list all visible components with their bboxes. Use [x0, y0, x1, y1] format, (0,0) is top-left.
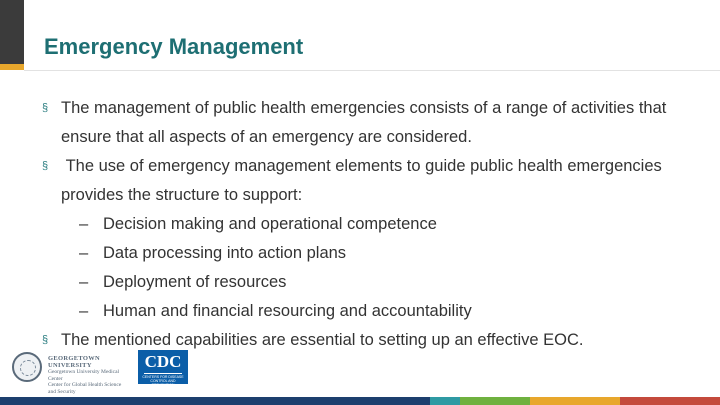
georgetown-line2: Georgetown University Medical Center	[48, 369, 120, 382]
bottom-color-bar	[0, 397, 720, 405]
bullet-item	[41, 94, 701, 152]
bullet-item	[41, 152, 701, 210]
sub-bullet-text: Human and financial resourcing and accountability	[103, 302, 472, 320]
dash-marker-icon: –	[79, 215, 89, 233]
bottom-bar-segment	[460, 397, 530, 405]
sub-bullet-item	[41, 239, 701, 268]
bottom-bar-segment	[430, 397, 460, 405]
georgetown-logo	[12, 352, 126, 395]
cdc-underline	[144, 373, 182, 374]
bullet-marker-icon: §	[42, 160, 49, 172]
bullet-marker-icon: §	[42, 334, 49, 346]
sub-bullet-text: Deployment of resources	[103, 273, 287, 291]
bottom-bar-segment	[0, 397, 200, 405]
sub-bullet-text: Data processing into action plans	[103, 244, 347, 262]
bullet-marker-icon: §	[42, 102, 49, 114]
corner-accent-dark	[0, 0, 24, 64]
bottom-bar-segment	[200, 397, 430, 405]
georgetown-logo-text	[48, 356, 126, 395]
cdc-letters: CDC	[144, 352, 182, 371]
sub-bullet-text: Decision making and operational competence	[103, 215, 437, 233]
bullet-text: The mentioned capabilities are essential to setting up an effective EOC.	[61, 331, 584, 349]
bottom-bar-segment	[620, 397, 720, 405]
bottom-bar-segment	[530, 397, 620, 405]
dash-marker-icon: –	[79, 273, 89, 291]
georgetown-line3: Center for Global Health Science and Security	[48, 382, 122, 395]
corner-accent-gold	[0, 64, 24, 70]
cdc-logo	[138, 350, 188, 387]
georgetown-name: GEORGETOWN UNIVERSITY	[48, 355, 101, 369]
university-seal-icon	[12, 352, 42, 382]
sub-bullet-item	[41, 210, 701, 239]
bullet-text: The use of emergency management elements to guide public health emergencies provides the structure to support:	[61, 157, 667, 204]
dash-marker-icon: –	[79, 244, 89, 262]
sub-bullet-item	[41, 297, 701, 326]
bullet-list	[41, 94, 701, 355]
cdc-subtitle: CENTERS FOR DISEASE CONTROL AND PREVENTION	[142, 375, 184, 387]
sub-bullet-item	[41, 268, 701, 297]
title-divider	[24, 70, 720, 71]
slide-title: Emergency Management	[44, 34, 304, 59]
dash-marker-icon: –	[79, 302, 89, 320]
bullet-text: The management of public health emergencies consists of a range of activities that ensure that all aspects of an emergency are considered.	[61, 99, 667, 146]
